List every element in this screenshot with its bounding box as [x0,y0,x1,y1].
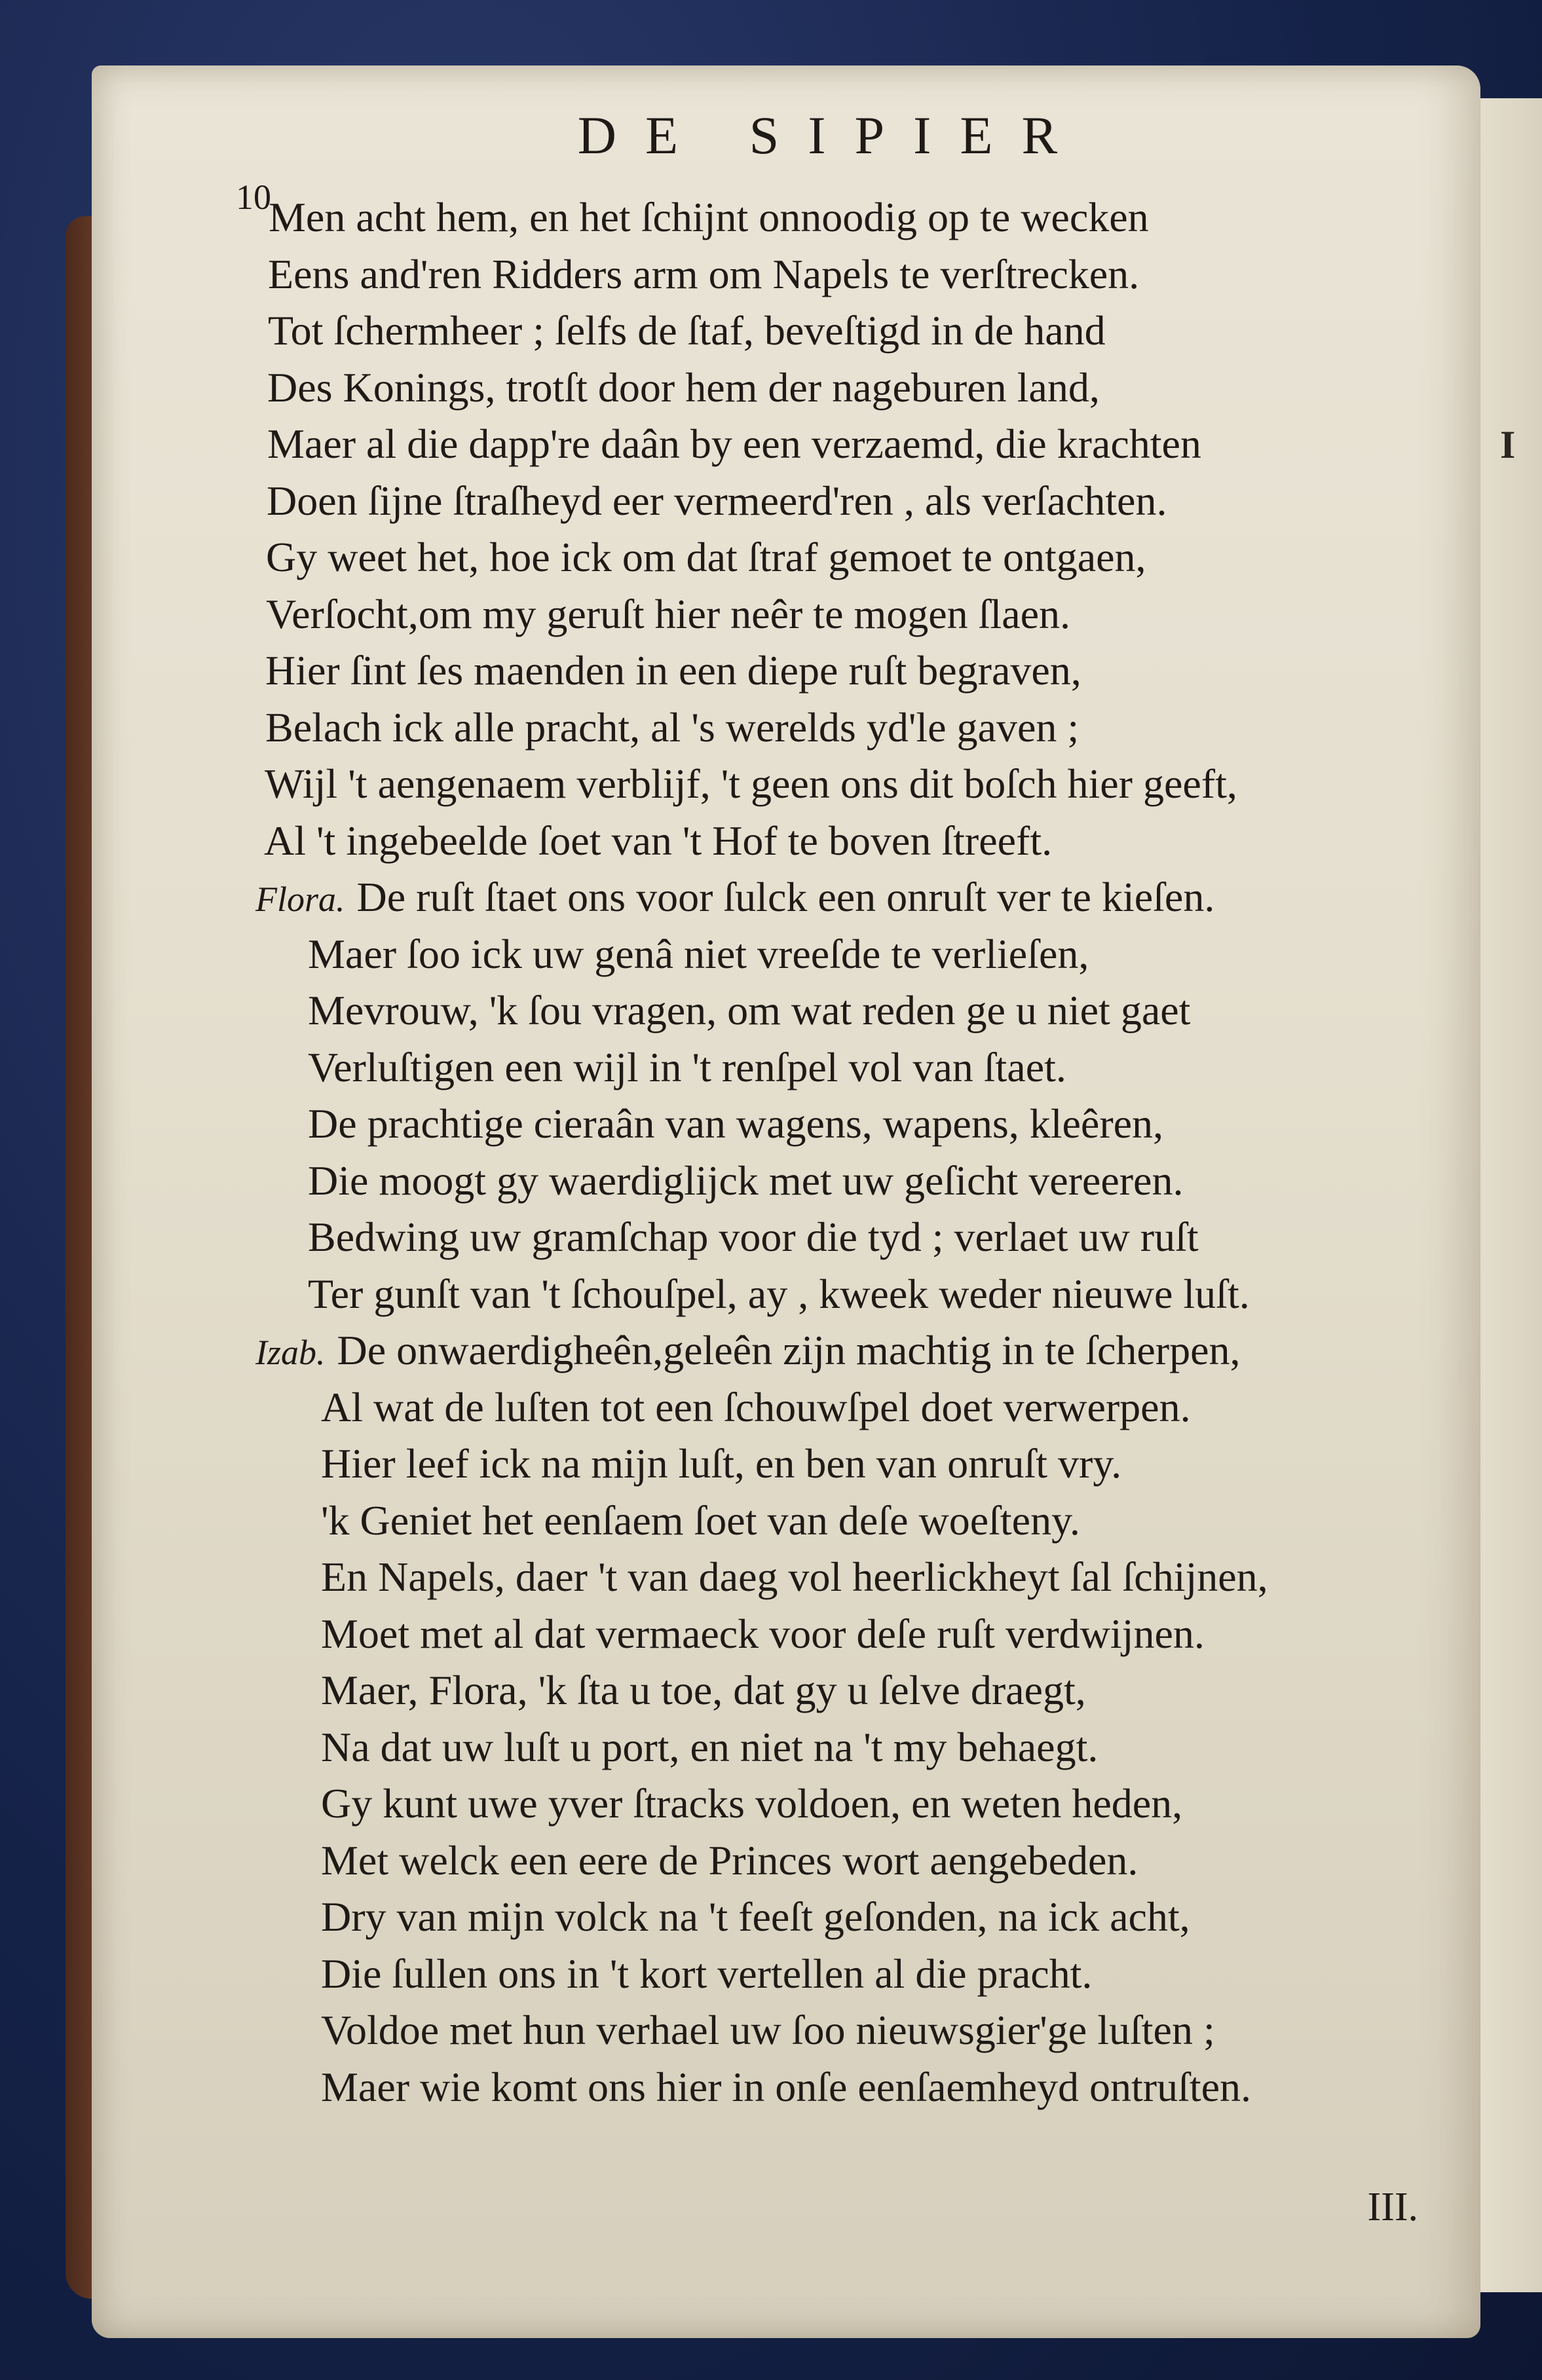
verse-line [321,1780,1183,1827]
verse-line [255,876,1214,918]
verse-line [308,1044,1066,1090]
verse-line [321,1669,1086,1711]
verse-text: Bedwing uw gramſchap voor die tyd ; verlaet uw ruſt [308,1214,1199,1260]
verse-line [321,1440,1122,1487]
verse-line [321,1553,1268,1600]
page-content [92,65,1480,2338]
verse-line [308,987,1191,1033]
verse-line [308,1216,1199,1258]
verse-line [321,2009,1215,2051]
verse-text: Al 't ingebeelde ſoet van 't Hof te boven ſtreeft. [264,817,1053,864]
verse-line [308,1273,1250,1315]
verse-line [268,253,1139,295]
speaker-label: Izab. [255,1333,326,1372]
verse-line [321,1837,1138,1884]
verse-line [308,1157,1184,1204]
verse-text: Belach ick alle pracht, al 's werelds yd'le gaven ; [265,704,1080,751]
verse-line [308,1100,1164,1147]
verse-text: Maer wie komt ons hier in onſe eenſaemheyd ontruſten. [321,2064,1252,2110]
verse-line [321,1386,1191,1428]
verse-text: Des Konings, trotſt door hem der nageburen land, [267,364,1100,411]
book-page [92,65,1480,2338]
verse-text: Dry van mijn volck na 't feeſt geſonden, na ick acht, [321,1893,1190,1940]
verse-text: En Napels, daer 't van daeg vol heerlickheyt ſal ſchijnen, [321,1553,1268,1600]
verse-line [308,933,1089,975]
page-number: 10 [236,177,271,217]
verse-text: Maer, Flora, 'k ſta u toe, dat gy u ſelve draegt, [321,1667,1086,1713]
verse-text: De ruſt ſtaet ons voor ſulck een onruſt ver te kieſen. [356,874,1215,920]
verse-text: Moet met al dat vermaeck voor deſe ruſt verdwijnen. [321,1610,1205,1657]
verse-text: Men acht hem, en het ſchijnt onnoodig op te wecken [269,194,1149,240]
verse-line [321,1610,1205,1657]
verse-text: Gy kunt uwe yver ſtracks voldoen, en weten heden, [321,1780,1183,1827]
verse-text: Die moogt gy waerdiglijck met uw geſicht vereeren. [308,1157,1184,1204]
verse-text: Voldoe met hun verhael uw ſoo nieuwsgier'ge luſten ; [321,2007,1215,2053]
verse-text: Verſocht,om my geruſt hier neêr te mogen ſlaen. [266,591,1071,637]
verse-line [267,477,1167,524]
verse-text: Hier leef ick na mijn luſt, en ben van onruſt vry. [321,1440,1122,1487]
verse-text: Tot ſchermheer ; ſelfs de ſtaf, beveſtigd in de hand [268,307,1106,354]
verse-text: Al wat de luſten tot een ſchouwſpel doet verwerpen. [321,1384,1191,1430]
verse-line [321,1497,1080,1544]
verse-line [269,196,1149,238]
verse-line [321,1950,1093,1997]
verse-text: Verluſtigen een wijl in 't renſpel vol van ſtaet. [308,1044,1066,1090]
verse-text: Met welck een eere de Princes wort aengebeden. [321,1837,1138,1884]
verse-text: Ter gunſt van 't ſchouſpel, ay , kweek weder nieuwe luſt. [308,1271,1250,1317]
verse-text: Gy weet het, hoe ick om dat ſtraf gemoet te ontgaen, [266,534,1146,580]
verse-line [265,647,1081,694]
verse-line [266,536,1146,578]
verse-text: Maer ſoo ick uw genâ niet vreeſde te verlieſen, [308,931,1089,977]
verse-text: Wijl 't aengenaem verblijf, 't geen ons dit boſch hier geeft, [265,760,1237,807]
verse-text: Na dat uw luſt u port, en niet na 't my behaegt. [321,1724,1099,1770]
verse-text: Mevrouw, 'k ſou vragen, om wat reden ge u niet gaet [308,987,1191,1033]
verse-line [264,817,1053,864]
verse-line [267,420,1201,467]
verse-text: Hier ſint ſes maenden in een diepe ruſt begraven, [265,647,1081,694]
verse-line [321,1726,1098,1768]
running-head: DE SIPIER [577,105,1087,165]
verse-line [265,704,1080,751]
catchword: III. [1367,2185,1418,2229]
verse-line [267,364,1100,411]
verse-line [266,593,1070,635]
verse-text: Doen ſijne ſtraſheyd eer vermeerd'ren , als verſachten. [267,477,1167,524]
verse-text: Die ſullen ons in 't kort vertellen al die pracht. [321,1950,1093,1997]
verse-text: De onwaerdigheên,geleên zijn machtig in te ſcherpen, [337,1327,1241,1373]
verse-text: Maer al die dapp're daân by een verzaemd, die krachten [267,420,1201,467]
verse-line [255,1329,1240,1371]
facing-page-mark: I [1500,423,1516,466]
verse-text: 'k Geniet het eenſaem ſoet van deſe woeſteny. [321,1497,1080,1544]
verse-line [321,1893,1190,1940]
verse-line [321,2066,1251,2108]
speaker-label: Flora. [255,880,345,919]
verse-line [265,760,1237,807]
verse-line [268,307,1106,354]
verse-text: De prachtige cieraân van wagens, wapens, kleêren, [308,1100,1164,1147]
verse-text: Eens and'ren Ridders arm om Napels te verſtrecken. [268,251,1140,297]
